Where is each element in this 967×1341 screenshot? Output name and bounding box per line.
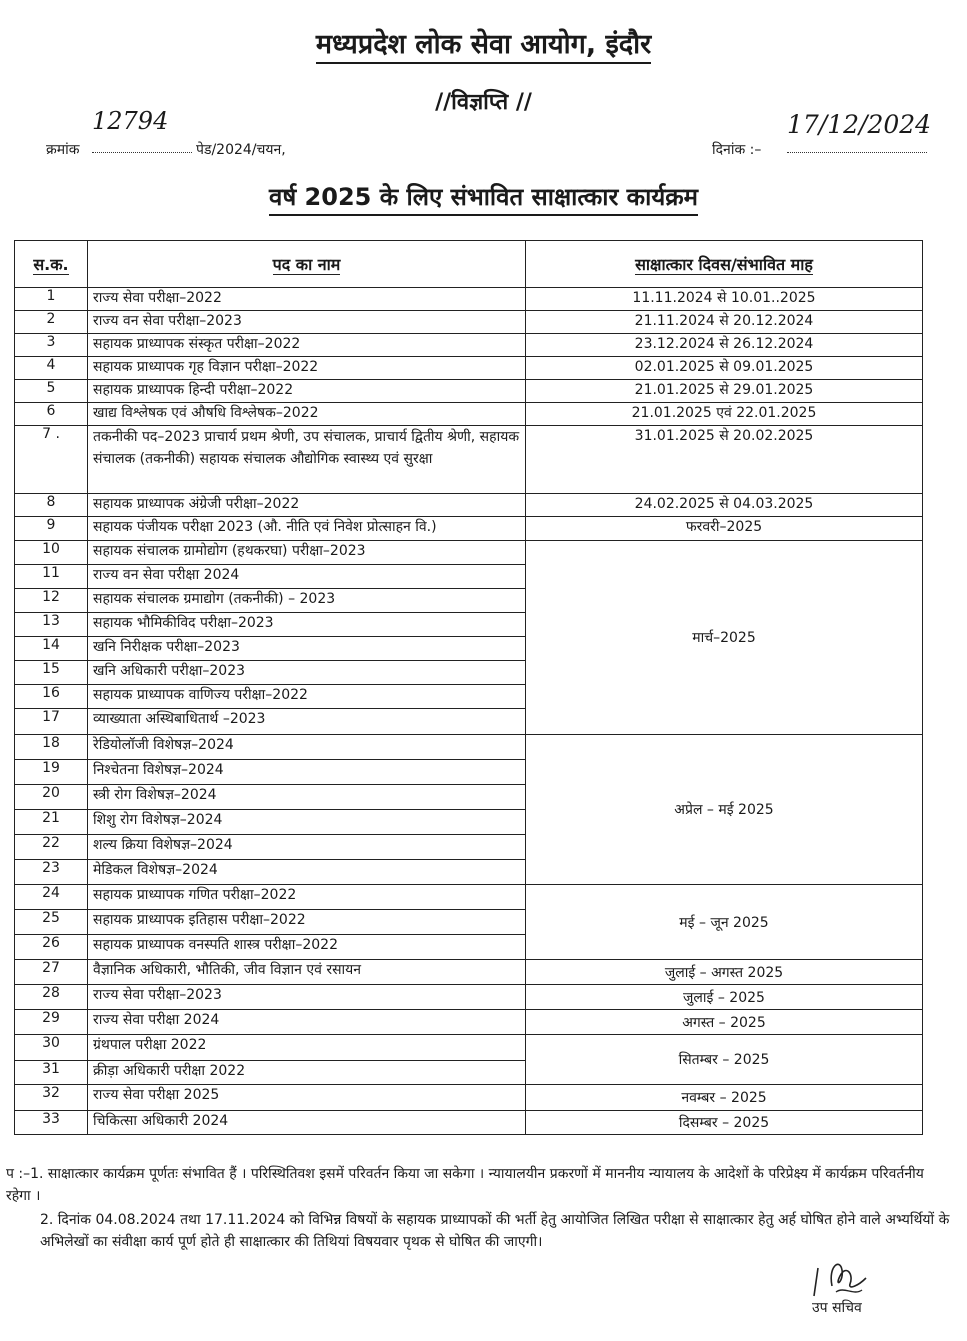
row-interview-date: दिसम्बर – 2025 [526,1111,923,1135]
row-post-name: सहायक प्राध्यापक अंग्रेजी परीक्षा–2022 [88,494,526,517]
table-row [15,985,923,1010]
reference-label: क्रमांक [46,142,80,158]
row-post-name: चिकित्सा अधिकारी 2024 [88,1111,526,1135]
header-post-name: पद का नाम [88,241,526,288]
row-interview-date: जुलाई – 2025 [526,985,923,1010]
row-interview-date: 21.01.2025 एवं 22.01.2025 [526,403,923,426]
row-post-name: खनि अधिकारी परीक्षा–2023 [88,661,526,685]
table-row [15,735,923,760]
signature-mark [810,1256,880,1304]
row-post-name: खाद्य विश्लेषक एवं औषधि विश्लेषक–2022 [88,403,526,426]
table-row [15,288,923,311]
row-serial: 18 [15,735,88,760]
row-interview-date: 21.01.2025 से 29.01.2025 [526,380,923,403]
table-row [15,403,923,426]
group-interview-date: मई – जून 2025 [526,885,923,960]
row-interview-date: 23.12.2024 से 26.12.2024 [526,334,923,357]
row-post-name: सहायक प्राध्यापक वाणिज्य परीक्षा–2022 [88,685,526,709]
row-post-name: मेडिकल विशेषज्ञ–2024 [88,860,526,885]
row-post-name: व्याख्याता अस्थिबाधितार्थ –2023 [88,709,526,735]
organization-title: मध्यप्रदेश लोक सेवा आयोग, इंदौर [0,24,967,61]
row-post-name: राज्य वन सेवा परीक्षा–2023 [88,311,526,334]
row-serial: 15 [15,661,88,685]
table-row [15,426,923,494]
row-post-name: रेडियोलॉजी विशेषज्ञ–2024 [88,735,526,760]
table-row [15,334,923,357]
row-serial: 13 [15,613,88,637]
row-serial: 24 [15,885,88,910]
row-post-name: सहायक प्राध्यापक गणित परीक्षा–2022 [88,885,526,910]
row-post-name: सहायक पंजीयक परीक्षा 2023 (औ. नीति एवं निवेश प्रोत्साहन वि.) [88,517,526,541]
header-serial: स.क. [15,241,88,288]
row-serial: 26 [15,935,88,960]
row-serial: 25 [15,910,88,935]
row-interview-date: नवम्बर – 2025 [526,1085,923,1111]
table-row [15,1085,923,1111]
notice-heading: //विज्ञप्ति // [435,90,532,115]
row-interview-date: 31.01.2025 से 20.02.2025 [526,426,923,494]
table-row [15,1035,923,1061]
table-header-row [15,241,923,288]
row-interview-date: 24.02.2025 से 04.03.2025 [526,494,923,517]
table-row [15,541,923,565]
row-serial: 31 [15,1061,88,1085]
table-row [15,1010,923,1035]
row-serial: 5 [15,380,88,403]
row-serial: 19 [15,760,88,785]
reference-dotted-line [92,152,192,153]
row-interview-date: 02.01.2025 से 09.01.2025 [526,357,923,380]
row-serial: 23 [15,860,88,885]
row-serial: 11 [15,565,88,589]
row-post-name: शिशु रोग विशेषज्ञ–2024 [88,810,526,835]
row-interview-date: अगस्त – 2025 [526,1010,923,1035]
table-row [15,517,923,541]
row-serial: 7 . [15,426,88,494]
row-post-name: वैज्ञानिक अधिकारी, भौतिकी, जीव विज्ञान एवं रसायन [88,960,526,985]
row-serial: 32 [15,1085,88,1111]
row-post-name: राज्य सेवा परीक्षा 2025 [88,1085,526,1111]
row-serial: 9 [15,517,88,541]
row-post-name: निश्चेतना विशेषज्ञ–2024 [88,760,526,785]
row-interview-date: जुलाई – अगस्त 2025 [526,960,923,985]
table-row [15,311,923,334]
row-post-name: सहायक प्राध्यापक हिन्दी परीक्षा–2022 [88,380,526,403]
row-serial: 12 [15,589,88,613]
date-dotted-line [787,152,927,153]
table-row [15,885,923,910]
row-serial: 14 [15,637,88,661]
row-serial: 33 [15,1111,88,1135]
group-interview-date: मार्च–2025 [526,541,923,735]
row-serial: 29 [15,1010,88,1035]
note-1: प :–1. साक्षात्कार कार्यक्रम पूर्णतः संभावित हैं । परिस्थितिवश इसमें परिवर्तन किया जा सकेगा । न्यायालयीन प्रकरणों में माननीय न्यायालय के आदेशों के परिप्रेक्ष्य में कार्यक्रम परिवर्तनीय रहेगा । [6,1166,924,1204]
group-interview-date: अप्रेल – मई 2025 [526,735,923,885]
row-serial: 28 [15,985,88,1010]
row-post-name: सहायक संचालक ग्रामोद्योग (हथकरघा) परीक्षा–2023 [88,541,526,565]
row-serial: 8 [15,494,88,517]
row-serial: 20 [15,785,88,810]
row-serial: 10 [15,541,88,565]
row-serial: 27 [15,960,88,985]
row-post-name: क्रीड़ा अधिकारी परीक्षा 2022 [88,1061,526,1085]
row-serial: 2 [15,311,88,334]
row-serial: 4 [15,357,88,380]
date-label: दिनांक :– [712,142,762,158]
reference-number: 12794 [92,107,169,135]
row-post-name: सहायक प्राध्यापक संस्कृत परीक्षा–2022 [88,334,526,357]
row-serial: 30 [15,1035,88,1061]
date-value: 17/12/2024 [787,110,932,139]
reference-suffix: पेड/2024/चयन, [196,142,286,158]
row-serial: 22 [15,835,88,860]
row-interview-date: 21.11.2024 से 20.12.2024 [526,311,923,334]
row-post-name: शल्य क्रिया विशेषज्ञ–2024 [88,835,526,860]
table-row [15,357,923,380]
row-post-name: तकनीकी पद–2023 प्राचार्य प्रथम श्रेणी, उप संचालक, प्राचार्य द्वितीय श्रेणी, सहायक संचालक (तकनीकी) सहायक संचालक औद्योगिक स्वास्थ्य एवं सुरक्षा [88,426,526,494]
table-row [15,380,923,403]
row-post-name: सहायक संचालक ग्रमाद्योग (तकनीकी) – 2023 [88,589,526,613]
row-post-name: सहायक प्राध्यापक वनस्पति शास्त्र परीक्षा–2022 [88,935,526,960]
row-post-name: राज्य सेवा परीक्षा–2022 [88,288,526,311]
row-post-name: स्त्री रोग विशेषज्ञ–2024 [88,785,526,810]
row-post-name: सहायक भौमिकीविद परीक्षा–2023 [88,613,526,637]
row-interview-date: 11.11.2024 से 10.01..2025 [526,288,923,311]
signature-title: उप सचिव [812,1300,862,1316]
row-serial: 3 [15,334,88,357]
row-post-name: राज्य वन सेवा परीक्षा 2024 [88,565,526,589]
row-post-name: राज्य सेवा परीक्षा 2024 [88,1010,526,1035]
table-row [15,494,923,517]
row-post-name: सहायक प्राध्यापक इतिहास परीक्षा–2022 [88,910,526,935]
schedule-title: वर्ष 2025 के लिए संभावित साक्षात्कार कार्यक्रम [0,180,967,213]
interview-schedule-table [14,240,923,1135]
row-post-name: राज्य सेवा परीक्षा–2023 [88,985,526,1010]
row-serial: 17 [15,709,88,735]
row-post-name: सहायक प्राध्यापक गृह विज्ञान परीक्षा–2022 [88,357,526,380]
row-serial: 16 [15,685,88,709]
header-interview-date: साक्षात्कार दिवस/संभावित माह [526,241,923,288]
group-interview-date: सितम्बर – 2025 [526,1035,923,1085]
row-serial: 6 [15,403,88,426]
row-serial: 21 [15,810,88,835]
row-serial: 1 [15,288,88,311]
row-post-name: ग्रंथपाल परीक्षा 2022 [88,1035,526,1061]
table-row [15,960,923,985]
row-post-name: खनि निरीक्षक परीक्षा–2023 [88,637,526,661]
table-row [15,1111,923,1135]
note-2: 2. दिनांक 04.08.2024 तथा 17.11.2024 को विभिन्न विषयों के सहायक प्राध्यापकों की भर्ती हेतु आयोजित लिखित परीक्षा से साक्षात्कार हेतु अर्ह घोषित होने वाले अभ्यर्थियों के अभिलेखों का संवीक्षा कार्य पूर्ण होते ही साक्षात्कार की तिथियां विषयवार पृथक से घोषित की जाएगी। [40,1212,950,1250]
row-interview-date: फरवरी–2025 [526,517,923,541]
